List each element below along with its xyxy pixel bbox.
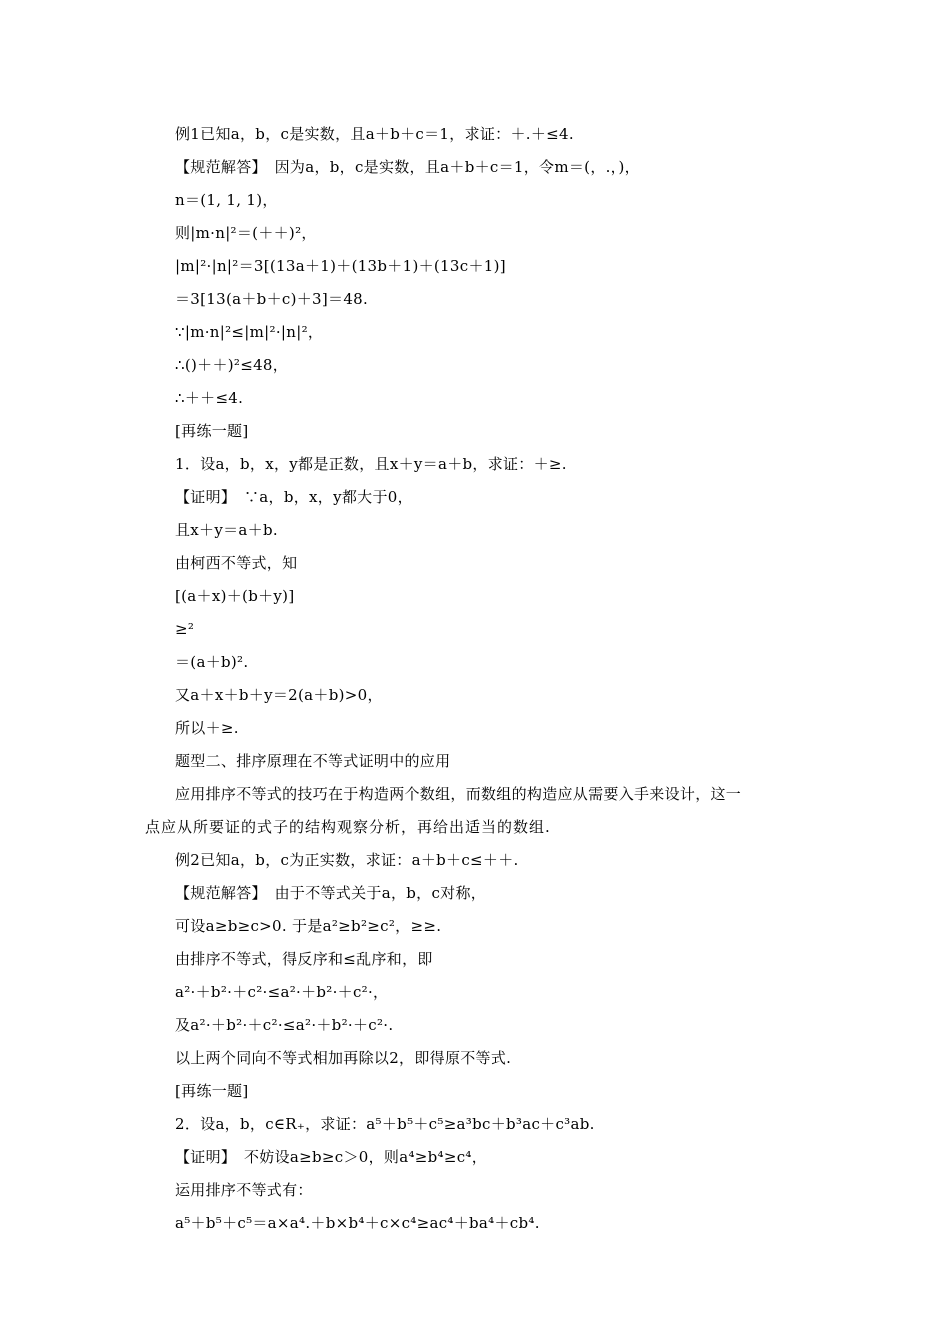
therefore-line-1: ∴()＋＋)²≤48， [175,356,289,374]
vector-n-definition: n＝(1, 1, 1)， [175,191,278,209]
practice-heading-1: [再练一题] [175,422,249,440]
example-1-solution-intro: 【规范解答】 因为a，b，c是实数，且a＋b＋c＝1，令m＝(，.，)， [175,158,640,176]
exercise-2-proof-line-2: 运用排序不等式有： [175,1181,313,1199]
example-2-solution-line-3: 由排序不等式，得反序和≤乱序和，即 [175,950,433,968]
example-2-solution-intro: 【规范解答】 由于不等式关于a，b，c对称， [175,884,487,902]
norm-product-result: ＝3[13(a＋b＋c)＋3]＝48. [175,290,369,308]
exercise-2-proof-line-3: a⁵＋b⁵＋c⁵＝a×a⁴.＋b×b⁴＋c×c⁴≥ac⁴＋ba⁴＋cb⁴. [175,1214,540,1232]
exercise-1-proof-line-2: 且x＋y＝a＋b. [175,521,278,539]
section-heading-type-2: 题型二、排序原理在不等式证明中的应用 [175,752,451,770]
section-paragraph-line-1: 应用排序不等式的技巧在于构造两个数组，而数组的构造应从需要入手来设计，这一 [175,785,742,803]
practice-heading-2: [再练一题] [175,1082,249,1100]
example-2-conclusion: 以上两个同向不等式相加再除以2，即得原不等式. [175,1049,512,1067]
example-2-solution-line-5: 及a²·＋b²·＋c²·≤a²·＋b²·＋c²·. [175,1016,394,1034]
cauchy-inequality-line: ∵|m·n|²≤|m|²·|n|²， [175,323,324,341]
exercise-1-proof-intro: 【证明】 ∵a，b，x，y都大于0， [175,488,413,506]
exercise-1-proof-line-6: ＝(a＋b)². [175,653,249,671]
exercise-2-proof-intro: 【证明】 不妨设a≥b≥c＞0，则a⁴≥b⁴≥c⁴， [175,1148,488,1166]
exercise-1-conclusion: 所以＋≥. [175,719,239,737]
exercise-1-proof-line-5: ≥² [175,620,195,638]
exercise-1-proof-line-7: 又a＋x＋b＋y＝2(a＋b)>0， [175,686,383,704]
example-1-statement: 例1已知a，b，c是实数，且a＋b＋c＝1，求证：＋.＋≤4. [175,125,574,143]
exercise-2-statement: 2．设a，b，c∈R₊，求证：a⁵＋b⁵＋c⁵≥a³bc＋b³ac＋c³ab. [175,1115,595,1133]
example-2-solution-line-2: 可设a≥b≥c>0. 于是a²≥b²≥c²，≥≥. [175,917,442,935]
dot-product-line: 则|m·n|²＝(＋＋)²， [175,224,317,242]
norm-product-line: |m|²·|n|²＝3[(13a＋1)＋(13b＋1)＋(13c＋1)] [175,257,506,275]
exercise-1-proof-line-4: [(a＋x)＋(b＋y)] [175,587,295,605]
example-2-solution-line-4: a²·＋b²·＋c²·≤a²·＋b²·＋c²·， [175,983,389,1001]
exercise-1-proof-line-3: 由柯西不等式，知 [175,554,298,572]
therefore-line-2: ∴＋＋≤4. [175,389,244,407]
exercise-1-statement: 1．设a，b，x，y都是正数，且x＋y＝a＋b，求证：＋≥. [175,455,567,473]
example-2-statement: 例2已知a，b，c为正实数，求证：a＋b＋c≤＋＋. [175,851,519,869]
section-paragraph-line-2: 点应从所要证的式子的结构观察分析，再给出适当的数组. [145,818,551,836]
